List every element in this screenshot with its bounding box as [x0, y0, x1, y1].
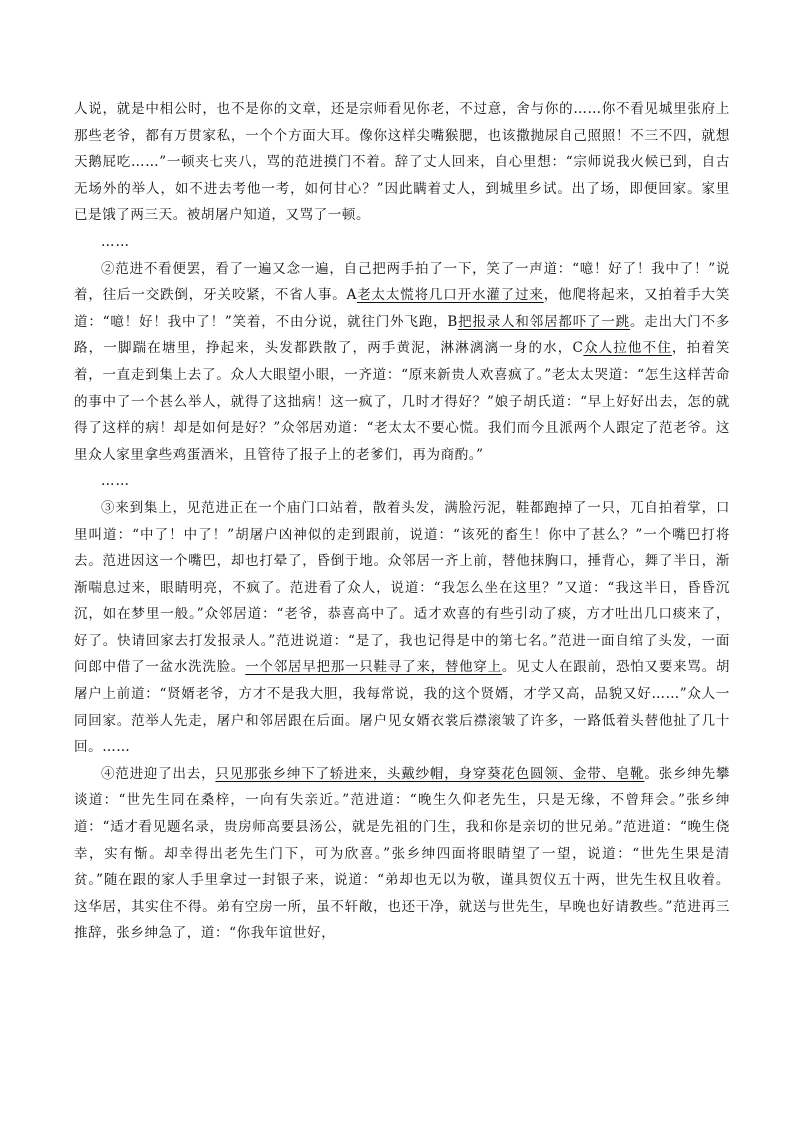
paragraph-4-text-a: ④范进迎了出去，: [101, 765, 216, 782]
underlined-phrase-zhang: 只见那张乡绅下了轿进来，头戴纱帽，身穿葵花色圆领、金带、皂靴: [215, 765, 645, 782]
paragraph-2-text-a: ②范进不看便罢，看了一遍又念一遍，自己把两手拍了一下，笑了一声道：“噫！好了！我中了！”说着，往后一交跌倒，牙关咬紧，不省人事。A: [74, 260, 730, 304]
ellipsis-1: ……: [101, 233, 130, 250]
document-page: [74, 96, 730, 947]
paragraph-1: [74, 96, 730, 229]
underlined-phrase-a: 老太太慌将几口开水灌了过来: [356, 287, 544, 304]
paragraph-2-text-g: ，拍着笑着，一直走到集上去了。众人大眼望小眼，一齐道：“原来新贵人欢喜疯了。”老太太哭道：“怎生这样苦命的事中了一个甚么举人，就得了这拙病！这一疯了，几时才得好？”娘子胡氏道：“早上好好出去，怎的就得了这样的病！却是如何是好？”众邻居劝道：“老太太不要心慌。我们而今且派两个人跟定了范老爷。这里众人家里拿些鸡蛋酒米，且管待了报子上的老爹们，再为商酌。”: [74, 340, 731, 463]
paragraph-2-text-e: 。走出大门不多路，一脚踹在塘里，挣起来，头发都跌散了，两手黄泥，淋淋漓漓一身的水，C: [74, 313, 730, 357]
paragraph-3: [74, 495, 730, 761]
paragraph-3-text-c: 。见丈人在跟前，恐怕又要来骂。胡屠户上前道：“贤婿老爷，方才不是我大胆，我每常说，我的这个贤婿，才学又高，品貌又好……”众人一同回家。范举人先走，屠户和邻居跟在后面。屠户见女婿衣裳后襟滚皱了许多，一路低着头替他扯了几十回。……: [74, 659, 730, 756]
paragraph-2-text-c: ，他爬将起来，又拍着手大笑道：“噫！好！我中了！”笑着，不由分说，就往门外飞跑，B: [74, 287, 730, 330]
paragraph-3-text-a: ③来到集上，见范进正在一个庙门口站着，散着头发，满脸污泥，鞋都跑掉了一只，兀自拍着掌，口里叫道：“中了！中了！”胡屠户凶神似的走到跟前，说道：“该死的畜生！你中了甚么？”一个嘴巴打将去。范进因这一个嘴巴，却也打晕了，昏倒于地。众邻居一齐上前，替他抹胸口，捶背心，舞了半日，渐渐喘息过来，眼睛明亮，不疯了。范进看了众人，说道：“我怎么坐在这里？”又道：“我这半日，昏昏沉沉，如在梦里一般。”众邻居道：“老爷，恭喜高中了。适才欢喜的有些引动了痰，方才吐出几口痰来了，好了。快请回家去打发报录人。”范进说道：“是了，我也记得是中的第七名。”范进一面自绾了头发，一面问郎中借了一盆水洗洗脸。: [74, 499, 730, 676]
underlined-phrase-b: 把报录人和邻居都吓了一跳: [457, 313, 630, 330]
paragraph-2: [74, 256, 730, 469]
paragraph-4-text-c: 。张乡绅先攀谈道：“世先生同在桑梓，一向有失亲近。”范进道：“晚生久仰老先生，只是无缘，不曾拜会。”张乡绅道：“适才看见题名录，贵房师高要县汤公，就是先祖的门生，我和你是亲切的世兄弟。”范进道：“晚生侥幸，实有惭。却幸得出老先生门下，可为欣喜。”张乡绅四面将眼睛望了一望，说道：“世先生果是清贫。”随在跟的家人手里拿过一封银子来，说道：“弟却也无以为敬，谨具贺仪五十两，世先生权且收着。这华居，其实住不得。弟有空房一所，虽不轩敞，也还干净，就送与世先生，早晚也好请教些。”范进再三推辞，张乡绅急了，道：“你我年谊世好，: [74, 765, 730, 942]
underlined-phrase-shoe: 一个邻居早把那一只鞋寻了来，替他穿上: [245, 659, 502, 676]
paragraph-1-text: 人说，就是中相公时，也不是你的文章，还是宗师看见你老，不过意，舍与你的……你不看见城里张府上那些老爷，都有万贯家私，一个个方面大耳。像你这样尖嘴猴腮，也该撒抛尿自己照照！不三不四，就想天鹅屁吃……”一顿夹七夹八，骂的范进摸门不着。辞了丈人回来，自心里想：“宗师说我火候已到，自古无场外的举人，如不进去考他一考，如何甘心？”因此瞒着丈人，到城里乡试。出了场，即便回家。家里已是饿了两三天。被胡屠户知道，又骂了一顿。: [74, 101, 730, 224]
paragraph-4: [74, 761, 730, 947]
underlined-phrase-c: 众人拉他不住: [583, 340, 672, 357]
ellipsis-2: ……: [101, 473, 130, 490]
